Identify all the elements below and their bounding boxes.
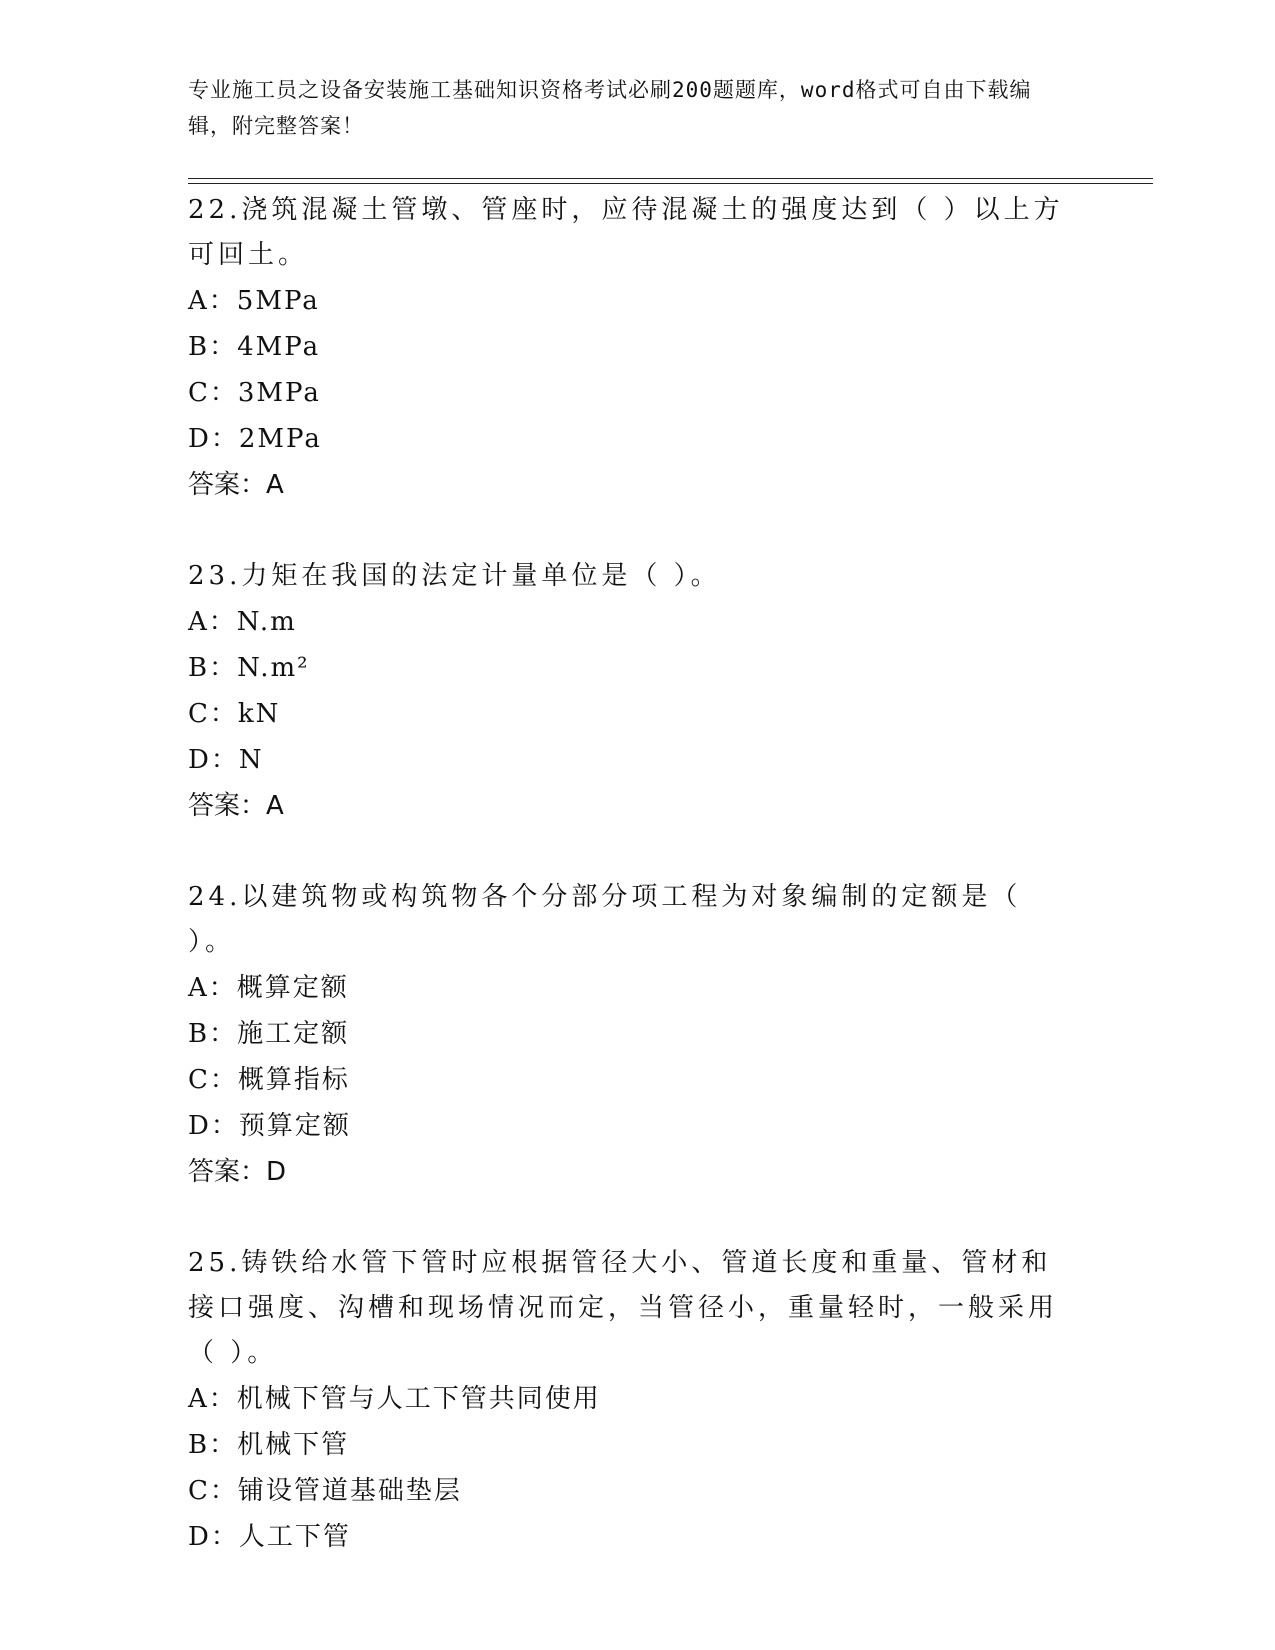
option-b: B：施工定额	[188, 1019, 350, 1049]
question-stem: 22.浇筑混凝土管墩、管座时，应待混凝土的强度达到（ ）以上方可回土。	[188, 195, 1064, 270]
option-a: A：概算定额	[188, 973, 349, 1003]
question-stem: 25.铸铁给水管下管时应根据管径大小、管道长度和重量、管材和接口强度、沟槽和现场情况而定，当管径小，重量轻时，一般采用（ ）。	[188, 1248, 1059, 1368]
option-a: A：N.m	[188, 607, 297, 637]
answer-line: 答案：A	[188, 791, 284, 821]
option-c: C：3MPa	[188, 378, 321, 408]
option-a: A：5MPa	[188, 286, 320, 316]
question-22	[188, 188, 1068, 508]
option-c: C：概算指标	[188, 1065, 350, 1095]
header-divider-bottom	[188, 183, 1153, 184]
option-c: C：铺设管道基础垫层	[188, 1476, 462, 1506]
question-list	[188, 188, 1068, 1560]
option-d: D：N	[188, 745, 264, 775]
question-stem: 23.力矩在我国的法定计量单位是（ ）。	[188, 561, 721, 591]
question-23	[188, 554, 1068, 829]
option-c: C：kN	[188, 699, 281, 729]
answer-line: 答案：A	[188, 470, 284, 500]
question-stem: 24.以建筑物或构筑物各个分部分项工程为对象编制的定额是（ ）。	[188, 882, 1022, 957]
option-a: A：机械下管与人工下管共同使用	[188, 1384, 601, 1414]
option-b: B：N.m²	[188, 653, 310, 683]
question-25	[188, 1241, 1068, 1560]
document-header: 专业施工员之设备安装施工基础知识资格考试必刷200题题库，word格式可自由下载编辑，附完整答案！	[188, 78, 1032, 138]
option-d: D：2MPa	[188, 424, 322, 454]
option-b: B：4MPa	[188, 332, 321, 362]
option-d: D：人工下管	[188, 1522, 351, 1552]
option-d: D：预算定额	[188, 1111, 351, 1141]
answer-line: 答案：D	[188, 1157, 287, 1187]
question-24	[188, 875, 1068, 1195]
header-divider-top	[188, 178, 1153, 179]
option-b: B：机械下管	[188, 1430, 350, 1460]
